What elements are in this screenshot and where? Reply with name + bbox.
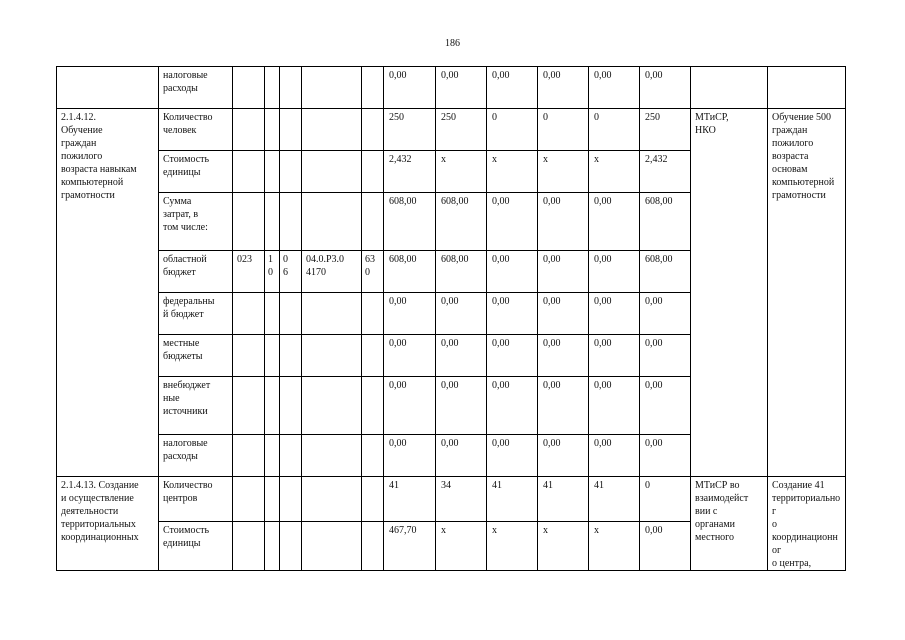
empty-cell: [57, 67, 159, 109]
empty-cell: [280, 521, 302, 570]
value-cell: 0,00: [384, 67, 436, 109]
empty-cell: [280, 377, 302, 435]
empty-cell: [265, 151, 280, 193]
empty-cell: [362, 477, 384, 522]
value-cell: х: [436, 521, 487, 570]
empty-cell: [302, 521, 362, 570]
empty-cell: [362, 151, 384, 193]
empty-cell: [233, 67, 265, 109]
empty-cell: [265, 67, 280, 109]
value-cell: 0: [640, 477, 691, 522]
empty-cell: [302, 151, 362, 193]
row-label: Стоимость единицы: [159, 151, 233, 193]
table-row: [57, 67, 846, 109]
value-cell: 0,00: [487, 67, 538, 109]
empty-cell: [362, 377, 384, 435]
value-cell: 0,00: [589, 193, 640, 251]
empty-cell: [233, 151, 265, 193]
value-cell: х: [538, 521, 589, 570]
executor-cell: МТиСР во взаимодейст вии с органами местного: [691, 477, 768, 571]
table-row: [57, 109, 846, 151]
section-code: 1 0: [265, 251, 280, 293]
value-cell: 0,00: [436, 377, 487, 435]
target-article-code: 04.0.Р3.0 4170: [302, 251, 362, 293]
value-cell: 0: [589, 109, 640, 151]
value-cell: 0,00: [384, 435, 436, 477]
empty-cell: [362, 193, 384, 251]
value-cell: 0,00: [384, 377, 436, 435]
value-cell: 0: [538, 109, 589, 151]
value-cell: 0,00: [640, 335, 691, 377]
empty-cell: [362, 109, 384, 151]
empty-cell: [233, 435, 265, 477]
value-cell: 0,00: [640, 521, 691, 570]
value-cell: 0,00: [538, 335, 589, 377]
empty-cell: [302, 477, 362, 522]
value-cell: 2,432: [384, 151, 436, 193]
value-cell: 608,00: [384, 251, 436, 293]
empty-cell: [265, 109, 280, 151]
value-cell: 0,00: [384, 293, 436, 335]
value-cell: 41: [589, 477, 640, 522]
value-cell: 0,00: [487, 377, 538, 435]
empty-cell: [280, 193, 302, 251]
value-cell: 608,00: [640, 251, 691, 293]
value-cell: 41: [384, 477, 436, 522]
empty-cell: [302, 193, 362, 251]
value-cell: 0,00: [487, 251, 538, 293]
empty-cell: [768, 67, 846, 109]
empty-cell: [265, 335, 280, 377]
value-cell: 0,00: [538, 193, 589, 251]
value-cell: х: [589, 521, 640, 570]
empty-cell: [302, 67, 362, 109]
value-cell: 0,00: [640, 67, 691, 109]
empty-cell: [233, 293, 265, 335]
value-cell: 0,00: [487, 293, 538, 335]
value-cell: 0,00: [487, 193, 538, 251]
empty-cell: [362, 335, 384, 377]
value-cell: 0,00: [436, 67, 487, 109]
value-cell: 0,00: [538, 251, 589, 293]
value-cell: 250: [640, 109, 691, 151]
value-cell: 0,00: [436, 335, 487, 377]
value-cell: 2,432: [640, 151, 691, 193]
row-label: Стоимость единицы: [159, 521, 233, 570]
row-label: налоговые расходы: [159, 67, 233, 109]
value-cell: 250: [436, 109, 487, 151]
value-cell: 0,00: [538, 435, 589, 477]
value-cell: 41: [487, 477, 538, 522]
value-cell: 608,00: [384, 193, 436, 251]
value-cell: 0: [487, 109, 538, 151]
value-cell: 608,00: [436, 193, 487, 251]
budget-table: [56, 66, 846, 571]
row-label: налоговые расходы: [159, 435, 233, 477]
value-cell: 0,00: [436, 293, 487, 335]
empty-cell: [362, 67, 384, 109]
value-cell: 0,00: [589, 435, 640, 477]
grbs-code: 023: [233, 251, 265, 293]
empty-cell: [233, 193, 265, 251]
subsection-code: 0 6: [280, 251, 302, 293]
empty-cell: [233, 521, 265, 570]
value-cell: 0,00: [384, 335, 436, 377]
empty-cell: [233, 335, 265, 377]
result-cell: Обучение 500 граждан пожилого возраста основам компьютерной грамотности: [768, 109, 846, 477]
row-label: Количество центров: [159, 477, 233, 522]
value-cell: 608,00: [436, 251, 487, 293]
value-cell: 0,00: [589, 377, 640, 435]
empty-cell: [265, 435, 280, 477]
empty-cell: [280, 335, 302, 377]
row-label: областной бюджет: [159, 251, 233, 293]
empty-cell: [691, 67, 768, 109]
value-cell: х: [538, 151, 589, 193]
value-cell: 41: [538, 477, 589, 522]
empty-cell: [302, 109, 362, 151]
empty-cell: [302, 293, 362, 335]
value-cell: х: [487, 151, 538, 193]
empty-cell: [265, 477, 280, 522]
row-label: Количество человек: [159, 109, 233, 151]
page-number: 186: [445, 38, 460, 49]
value-cell: х: [436, 151, 487, 193]
value-cell: 0,00: [640, 377, 691, 435]
empty-cell: [265, 377, 280, 435]
value-cell: 250: [384, 109, 436, 151]
empty-cell: [302, 435, 362, 477]
value-cell: 0,00: [487, 435, 538, 477]
value-cell: 0,00: [487, 335, 538, 377]
empty-cell: [265, 293, 280, 335]
empty-cell: [280, 477, 302, 522]
row-label: внебюджет ные источники: [159, 377, 233, 435]
empty-cell: [233, 377, 265, 435]
result-cell: Создание 41 территориальног о координационног о центра,: [768, 477, 846, 571]
empty-cell: [280, 151, 302, 193]
empty-cell: [362, 521, 384, 570]
row-label: федеральны й бюджет: [159, 293, 233, 335]
empty-cell: [265, 193, 280, 251]
value-cell: 0,00: [538, 377, 589, 435]
empty-cell: [280, 67, 302, 109]
empty-cell: [280, 435, 302, 477]
executor-cell: МТиСР, НКО: [691, 109, 768, 477]
measure-name: 2.1.4.12. Обучение граждан пожилого возраста навыкам компьютерной грамотности: [57, 109, 159, 477]
empty-cell: [280, 293, 302, 335]
value-cell: 608,00: [640, 193, 691, 251]
value-cell: 34: [436, 477, 487, 522]
value-cell: 0,00: [538, 293, 589, 335]
value-cell: 0,00: [589, 67, 640, 109]
value-cell: х: [589, 151, 640, 193]
empty-cell: [233, 477, 265, 522]
empty-cell: [362, 293, 384, 335]
value-cell: 0,00: [589, 251, 640, 293]
value-cell: 0,00: [538, 67, 589, 109]
value-cell: 467,70: [384, 521, 436, 570]
empty-cell: [265, 521, 280, 570]
table-row: [57, 477, 846, 522]
empty-cell: [280, 109, 302, 151]
value-cell: 0,00: [436, 435, 487, 477]
expense-type-code: 63 0: [362, 251, 384, 293]
value-cell: 0,00: [589, 293, 640, 335]
row-label: местные бюджеты: [159, 335, 233, 377]
value-cell: 0,00: [589, 335, 640, 377]
value-cell: 0,00: [640, 293, 691, 335]
empty-cell: [302, 335, 362, 377]
measure-name: 2.1.4.13. Создание и осуществление деятельности территориальных координационных: [57, 477, 159, 571]
empty-cell: [302, 377, 362, 435]
row-label: Сумма затрат, в том числе:: [159, 193, 233, 251]
empty-cell: [362, 435, 384, 477]
value-cell: х: [487, 521, 538, 570]
value-cell: 0,00: [640, 435, 691, 477]
empty-cell: [233, 109, 265, 151]
